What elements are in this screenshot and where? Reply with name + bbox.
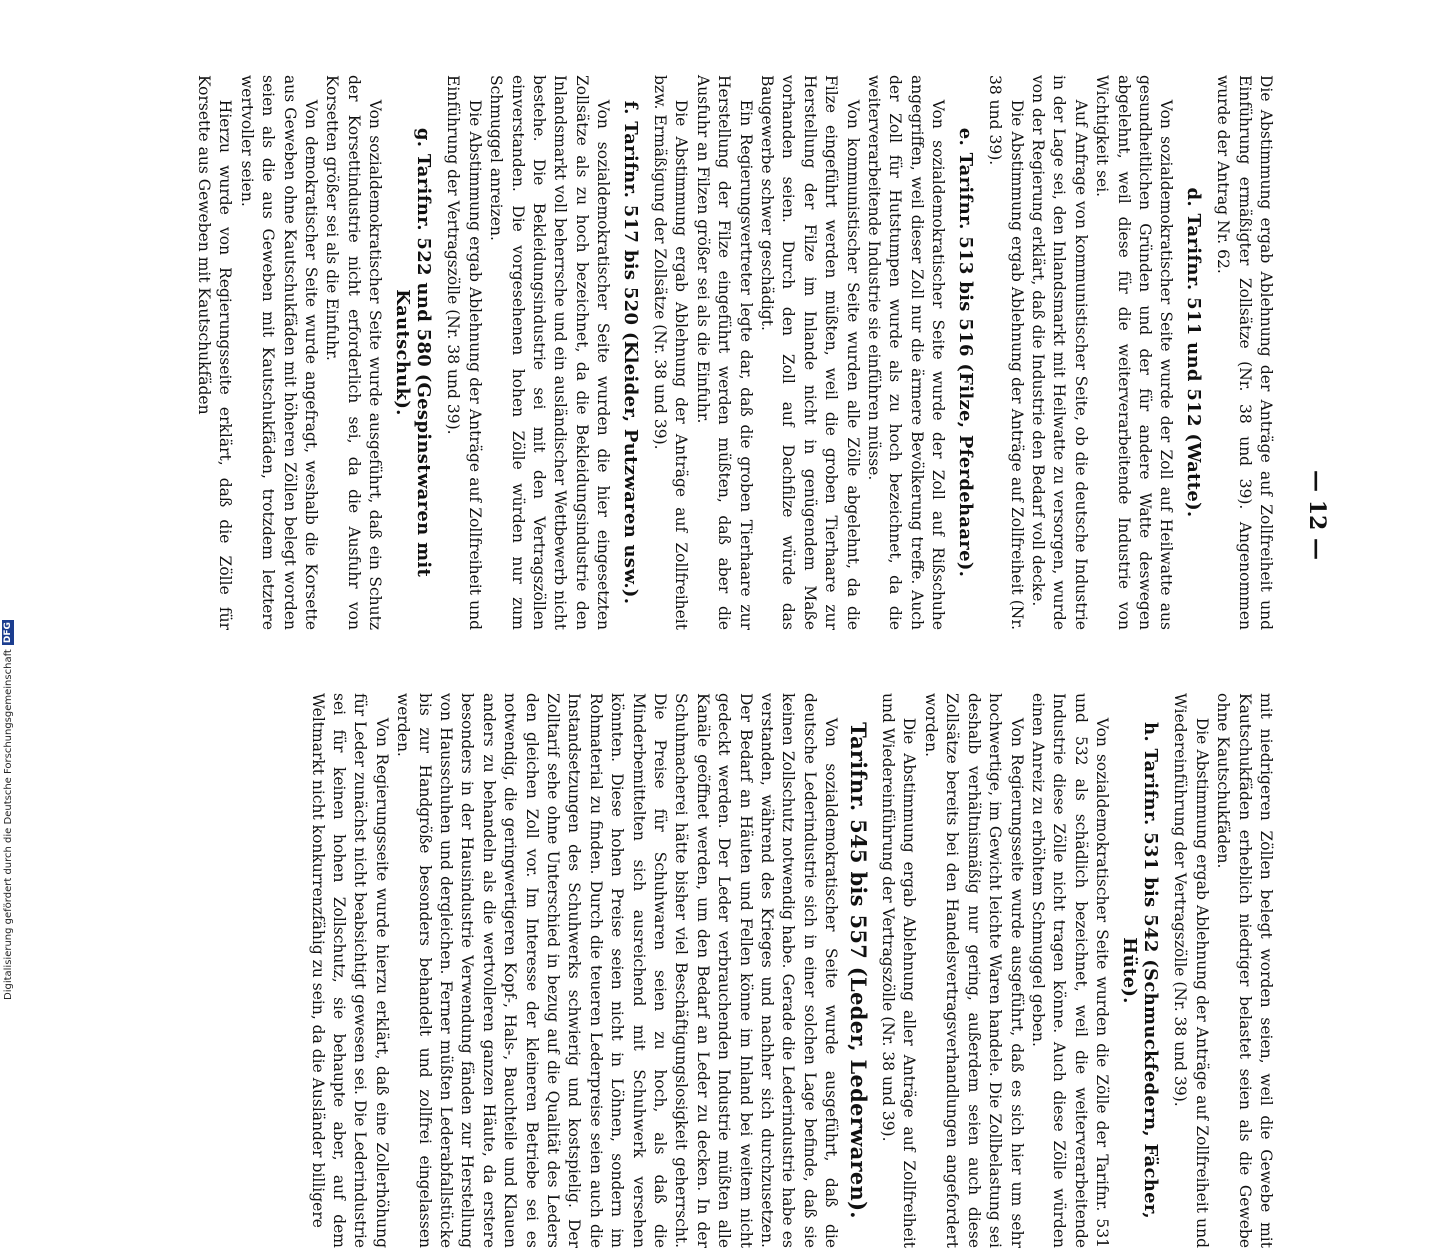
paragraph: Von Regierungsseite wurde hierzu erklärt, daß eine Zollerhöhung für Leder zunächst nicht beabsichtigt gewesen sei. Die Lederindustrie sei für keinen hohen Zollschutz, sie behaupte aber, auf dem Weltmarkt nicht konkurrenzfähig zu sein, da die Ausländer billigere bbox=[308, 693, 391, 1248]
paragraph: Die Abstimmung ergab Ablehnung der Anträge auf Zollfreiheit und Einführung der Vertragszölle (Nr. 38 und 39). bbox=[444, 75, 484, 630]
left-text-column bbox=[193, 75, 1277, 630]
section-heading-f: f. Tarifnr. 517 bis 520 (Kleider, Putzwaren usw.). bbox=[619, 100, 641, 605]
section-heading-g: g. Tarifnr. 522 und 580 (Gespinstwaren mit Kautschuk). bbox=[391, 127, 434, 578]
dfg-logo: DFG bbox=[3, 622, 13, 644]
paragraph: Von kommunistischer Seite wurden alle Zölle abgelehnt, da die Filze eingeführt werden müßten, weil die groben Tierhaare zur Herstellung der Filze im Inlande nicht in genügendem Maße vorhanden seien. Durch den Zoll auf Dachfilze würde das Baugewerbe schwer geschädigt. bbox=[758, 75, 862, 630]
digitization-credit bbox=[2, 605, 16, 1000]
paragraph: Die Abstimmung ergab Ablehnung der Anträge auf Zollfreiheit bzw. Ermäßigung der Zollsätze (Nr. 38 und 39). bbox=[651, 75, 691, 630]
paragraph: Die Abstimmung ergab Ablehnung der Anträge auf Zollfreiheit und Einführung ermäßigter Zollsätze (Nr. 38 und 39). Angenommen wurde der Antrag Nr. 62. bbox=[1214, 75, 1275, 630]
paragraph: Von sozialdemokratischer Seite wurde ausgeführt, daß die deutsche Lederindustrie sich in einer solchen Lage befinde, daß sie keinen Zollschutz notwendig habe. Gerade die Lederindustrie habe es verstanden, während des Krieges und nachher sich durchzusetzen. Der Bedarf an Häuten und Fellen könne im Inland bei weitem nicht gedeckt werden. Der Leder verbrauchenden Industrie müßten alle Kanäle geöffnet werden, um den Bedarf an Leder zu decken. In der Schuhmacherei hätte bisher viel Beschäftigungslosigkeit geherrscht. Die Preise für Schuhwaren seien zu hoch, als daß die Minderbemittelten sich ausreichend mit Schuhwerk versehen könnten. Diese hohen Preise seien nicht in Löhnen, sondern im Rohmaterial zu finden. Durch die teueren Lederpreise seien auch die Instandsetzungen des Schuhwerks schwierig und kostspielig. Der Zolltarif sehe ohne Unterschied in bezug auf die Qualität des Leders den gleichen Zoll vor. Im Interesse der kleineren Betriebe sei es notwendig, die geringwertigeren Kopf-, Hals-, Bauchteile und Klauen anders zu behandeln als die wertvolleren ganzen Häute, da erstere besonders in der Hausindustrie Verwendung fänden zur Herstellung von Hausschuhen und dergleichen. Ferner müßten Lederabfallstücke bis zur Handgröße besonders behandelt und zollfrei eingelassen werden. bbox=[394, 693, 841, 1248]
paragraph: Hierzu wurde von Regierungsseite erklärt, daß die Zölle für Korsette aus Geweben mit Kautschukfäden bbox=[194, 75, 235, 630]
right-text-column bbox=[306, 693, 1276, 1248]
page-number-header: — 12 — bbox=[1304, 470, 1330, 560]
section-heading-e: e. Tarifnr. 513 bis 516 (Filze, Pferdehaare). bbox=[954, 127, 976, 578]
paragraph: Von sozialdemokratischer Seite wurden die hier eingesetzten Zollsätze als zu hoch bezeichnet, da die Bekleidungsindustrie den Inlandsmarkt voll beherrsche und ein ausländischer Wettbewerb nicht bestehe. Die Bekleidungsindustrie sei mit den Vertragszöllen einverstanden. Die vorgesehenen hohen Zölle würden nur zum Schmuggel anreizen. bbox=[487, 75, 613, 630]
paragraph: Von sozialdemokratischer Seite wurden die Zölle der Tarifnr. 531 und 532 als schädlich bezeichnet, weil die weiterverarbeitende Industrie diese Zölle nicht tragen könne. Auch diese Zölle würden einen Anreiz zu erhöhtem Schmuggel geben. bbox=[1028, 693, 1112, 1248]
paragraph: Die Abstimmung ergab Ablehnung der Anträge auf Zollfreiheit und Wiedereinführung der Vertragszölle (Nr. 38 und 39). bbox=[1171, 693, 1211, 1248]
paragraph: Von sozialdemokratischer Seite wurde der Zoll auf Heilwatte aus gesundheitlichen Gründen und der für andere Watte deswegen abgelehnt, weil diese für die weiterverarbeitende Industrie von Wichtigkeit sei. bbox=[1093, 75, 1176, 630]
paragraph: mit niedrigeren Zöllen belegt worden seien, weil die Gewebe mit Kautschukfäden erheblich niedriger belastet seien als die Gewebe ohne Kautschukfäden. bbox=[1214, 693, 1275, 1248]
section-heading-d: d. Tarifnr. 511 und 512 (Watte). bbox=[1182, 187, 1204, 518]
paragraph: Von Regierungsseite wurde ausgeführt, daß es sich hier um sehr hochwertige, im Gewicht leichte Waren handele. Die Zollbelastung sei deshalb verhältnismäßig nur gering, außerdem seien auch diese Zollsätze bereits bei den Handelsvertragsverhandlungen angefordert worden. bbox=[921, 693, 1026, 1248]
paragraph: Von sozialdemokratischer Seite wurde ausgeführt, daß ein Schutz der Korsettindustrie nicht erforderlich sei, da die Ausfuhr von Korsetten größer sei als die Einfuhr. bbox=[323, 75, 385, 630]
section-heading-i: Tarifnr. 545 bis 557 (Leder, Lederwaren). bbox=[845, 722, 871, 1219]
paragraph: Die Abstimmung ergab Ablehnung aller Anträge auf Zollfreiheit und Wiedereinführung der Vertragszölle (Nr. 38 und 39). bbox=[879, 693, 919, 1248]
paragraph: Die Abstimmung ergab Ablehnung der Anträge auf Zollfreiheit (Nr. 38 und 39). bbox=[986, 75, 1026, 630]
paragraph: Von sozialdemokratischer Seite wurde der Zoll auf Rißschuhe angegriffen, weil dieser Zoll nur die ärmere Bevölkerung treffe. Auch der Zoll für Hutstumpen wurde als zu hoch bezeichnet, da die weiterverarbeitende Industrie sie einführen müsse. bbox=[865, 75, 948, 630]
credit-text: Digitalisierung gefördert durch die Deutsche Forschungsgemeinschaft bbox=[2, 649, 14, 1000]
paragraph: Ein Regierungsvertreter legte dar, daß die groben Tierhaare zur Herstellung der Filze eingeführt werden müßten, daß aber die Ausfuhr an Filzen größer sei als die Einfuhr. bbox=[693, 75, 755, 630]
paragraph: Von demokratischer Seite wurde angefragt, weshalb die Korsette aus Geweben ohne Kautschukfäden mit höheren Zöllen belegt worden seien als die aus Geweben mit Kautschukfäden, trotzdem letztere wertvoller seien. bbox=[237, 75, 320, 630]
rotated-document-page bbox=[130, 75, 1330, 1248]
paragraph: Auf Anfrage von kommunistischer Seite, ob die deutsche Industrie in der Lage sei, den Inlandsmarkt mit Heilwatte zu versorgen, wurde von der Regierung erklärt, daß die Industrie den Bedarf voll decke. bbox=[1028, 75, 1090, 630]
section-heading-h: h. Tarifnr. 531 bis 542 (Schmuckfedern, Fächer, Hüte). bbox=[1118, 722, 1161, 1219]
